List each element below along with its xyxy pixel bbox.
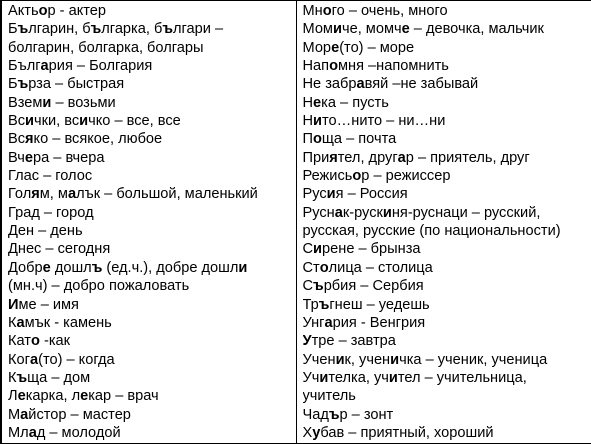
vocab-entry (8, 314, 296, 332)
entry-text: Бълг (8, 58, 41, 75)
stressed-letter: ъ (91, 259, 103, 276)
entry-text: Кат (8, 333, 31, 350)
entry-text: Глас – голос (8, 168, 93, 185)
entry-text: Н (302, 94, 314, 111)
entry-text: Град – город (8, 204, 94, 221)
vocab-entry (303, 94, 591, 112)
entry-text: ра – вчера (32, 149, 105, 166)
stressed-letter: о (319, 259, 329, 276)
entry-text: кар – врач (88, 388, 159, 405)
vocab-entry (8, 75, 296, 93)
entry-text: р – зонт (339, 406, 394, 423)
entry-text: ко – всякое, любое (33, 131, 163, 148)
vocab-entry (8, 57, 296, 75)
entry-text: Нап (302, 58, 330, 75)
entry-text: Ког (8, 351, 30, 368)
entry-text: го – очень, много (331, 3, 448, 19)
stressed-letter: е (42, 259, 51, 276)
entry-text: лица – столица (328, 259, 433, 276)
entry-text: к-руск (342, 204, 383, 221)
entry-text: м, м (39, 186, 68, 203)
entry-text: Русн (302, 204, 335, 221)
vocab-entry (303, 296, 591, 314)
entry-text: дошл (50, 259, 92, 276)
stressed-letter: и (390, 351, 400, 368)
stressed-letter: ъ (17, 76, 29, 93)
entry-text: Ден – день (8, 223, 83, 240)
entry-text: Тр (302, 296, 319, 313)
stressed-letter: а (356, 76, 365, 93)
stressed-letter: а (28, 424, 37, 441)
entry-text: Учен (302, 351, 336, 368)
entry-text: – девочка, мальчик (409, 21, 544, 38)
entry-text: бав – приятный, хороший (320, 424, 494, 441)
stressed-letter: о (30, 333, 40, 350)
stressed-letter: о (352, 168, 362, 185)
entry-text: то…нито – ни…ни (322, 113, 446, 130)
entry-text: тел – учительница, (397, 369, 527, 386)
entry-text: Мор (302, 39, 332, 56)
stressed-letter: о (38, 3, 48, 19)
vocab-entry (8, 240, 296, 258)
entry-text: -как (39, 333, 71, 350)
entry-text: К (8, 314, 17, 331)
entry-text: рбия – Сербия (323, 278, 424, 295)
entry-text: к, учен (344, 351, 391, 368)
vocab-entry (8, 351, 296, 369)
stressed-letter: о (322, 3, 332, 19)
stressed-letter: е (24, 149, 33, 166)
vocab-entry (303, 112, 591, 130)
stressed-letter: И (8, 296, 19, 313)
stressed-letter: а (334, 204, 343, 221)
entry-text: Уч (302, 369, 320, 386)
entry-text: П (302, 131, 313, 148)
stressed-letter: и (79, 113, 89, 130)
stressed-letter: я (31, 186, 40, 203)
entry-text: Рус (302, 186, 327, 203)
vocab-entry (303, 332, 591, 350)
left-word-list (8, 2, 296, 442)
entry-text: тре – завтра (311, 333, 396, 350)
stressed-letter: а (29, 351, 39, 368)
right-word-list (303, 2, 591, 442)
entry-text: М (8, 406, 21, 423)
entry-text: телка, уч (328, 369, 389, 386)
entry-text: болгарин, болгарка, болгары (8, 39, 204, 56)
stressed-letter: и (335, 351, 345, 368)
vocab-entry (303, 149, 591, 167)
vocab-entry (303, 204, 591, 222)
right-column (296, 1, 591, 444)
entry-text: (то) – море (339, 39, 415, 56)
entry-text: Днес – сегодня (8, 241, 111, 258)
entry-text: р - актер (47, 3, 107, 19)
entry-text: ня-руснаци – русский, (391, 204, 541, 221)
left-column (1, 1, 296, 444)
stressed-letter: и (238, 259, 248, 276)
stressed-letter: ъ (162, 21, 173, 38)
entry-text: че, момч (341, 21, 402, 38)
stressed-letter: е (80, 388, 89, 405)
entry-text: лгарка, б (101, 21, 163, 38)
entry-text: йстор – мастер (28, 406, 131, 423)
stressed-letter: я (25, 131, 34, 148)
vocab-entry (8, 332, 296, 350)
stressed-letter: я (329, 149, 338, 166)
vocab-entry (303, 406, 591, 424)
vocab-entry (8, 167, 296, 185)
entry-text: р – приятель, друг (405, 149, 530, 166)
vocab-entry (8, 112, 296, 130)
entry-text: Л (8, 388, 18, 405)
entry-text: ща – почта (321, 131, 397, 148)
stressed-letter: о (329, 58, 338, 75)
vocab-entry (303, 130, 591, 148)
vocab-entry (303, 424, 591, 442)
entry-text: С (302, 278, 314, 295)
vocab-entry (8, 222, 296, 240)
entry-text: мня –напомнить (337, 58, 449, 75)
stressed-letter: а (16, 314, 25, 331)
entry-text: ме – имя (18, 296, 79, 313)
entry-text: тел, друг (337, 149, 398, 166)
entry-text: Н (302, 113, 314, 130)
vocab-entry (303, 259, 591, 277)
vocab-entry (8, 277, 296, 295)
vocab-entry (303, 387, 591, 405)
vocab-entry (303, 75, 591, 93)
vocab-entry (8, 20, 296, 38)
stressed-letter: о (313, 131, 322, 148)
entry-text: Гол (8, 186, 32, 203)
vocab-entry (8, 369, 296, 387)
entry-text: Х (302, 424, 313, 441)
entry-text: Вч (8, 149, 25, 166)
entry-text: рене – брынза (322, 241, 421, 258)
entry-text: К (8, 369, 17, 386)
stressed-letter: а (40, 58, 49, 75)
entry-text: Вс (8, 113, 26, 130)
entry-text: русская, русские (по национальности) (302, 223, 561, 240)
stressed-letter: ъ (313, 278, 324, 295)
entry-text: чко – все, всe (88, 113, 181, 130)
entry-text: р – режиссер (361, 168, 451, 185)
stressed-letter: ъ (90, 21, 102, 38)
stressed-letter: и (319, 369, 329, 386)
stressed-letter: е (331, 39, 340, 56)
vocab-entry (303, 240, 591, 258)
entry-text: Мл (8, 424, 29, 441)
entry-text: – возьми (51, 94, 116, 111)
stressed-letter: а (397, 149, 406, 166)
entry-text: Не забр (302, 76, 357, 93)
stressed-letter: и (42, 94, 52, 111)
entry-text: Вс (8, 131, 26, 148)
entry-text: ка – пусть (321, 94, 389, 111)
entry-text: Взем (8, 94, 43, 111)
entry-text: карка, л (25, 388, 81, 405)
stressed-letter: ъ (328, 406, 340, 423)
stressed-letter: и (332, 21, 342, 38)
vocab-entry (8, 204, 296, 222)
entry-text: мък - камень (24, 314, 112, 331)
vocab-entry (8, 94, 296, 112)
stressed-letter: и (388, 369, 398, 386)
stressed-letter: е (313, 94, 322, 111)
stressed-letter: и (313, 113, 323, 130)
entry-text: вяй –не забывай (364, 76, 479, 93)
entry-text: (ед.ч.), добре дошл (102, 259, 239, 276)
table-row (1, 1, 591, 444)
stressed-letter: и (313, 241, 323, 258)
stressed-letter: и (382, 204, 392, 221)
entry-text: ща – дом (27, 369, 91, 386)
stressed-letter: и (25, 113, 35, 130)
entry-text: С (302, 241, 314, 258)
entry-text: чка – ученик, ученица (399, 351, 548, 368)
entry-text: гнеш – уедешь (329, 296, 430, 313)
entry-text: учитель (302, 388, 356, 405)
stressed-letter: а (20, 406, 29, 423)
entry-text: я – Россия (335, 186, 408, 203)
vocab-entry (8, 424, 296, 442)
entry-text: д – молодой (36, 424, 121, 441)
vocab-entry (8, 185, 296, 203)
vocab-entry (303, 314, 591, 332)
vocab-entry (303, 39, 591, 57)
entry-text: рия - Венгрия (332, 314, 426, 331)
vocab-entry (8, 149, 296, 167)
stressed-letter: а (67, 186, 77, 203)
entry-text: лгари – (172, 21, 224, 38)
entry-text: Б (8, 76, 18, 93)
entry-text: Ст (302, 259, 320, 276)
entry-text: Б (8, 21, 18, 38)
entry-text: Акть (8, 3, 39, 19)
stressed-letter: е (17, 388, 26, 405)
vocab-entry (303, 57, 591, 75)
vocab-entry (303, 369, 591, 387)
entry-text: чки, вс (34, 113, 80, 130)
entry-text: Унг (302, 314, 325, 331)
stressed-letter: ъ (318, 296, 330, 313)
entry-text: Режись (302, 168, 353, 185)
entry-text: При (302, 149, 330, 166)
vocab-entry (303, 2, 591, 20)
stressed-letter: У (302, 333, 312, 350)
entry-text: Чад (302, 406, 329, 423)
vocab-entry (303, 277, 591, 295)
vocab-entry (8, 39, 296, 57)
vocab-entry (303, 20, 591, 38)
vocab-entry (8, 406, 296, 424)
stressed-letter: ъ (17, 21, 29, 38)
entry-text: Добр (8, 259, 43, 276)
entry-text: Мн (302, 3, 323, 19)
entry-text: Мом (302, 21, 333, 38)
entry-text: лгарин, б (28, 21, 91, 38)
vocab-entry (8, 296, 296, 314)
stressed-letter: и (326, 186, 336, 203)
vocab-entry (303, 167, 591, 185)
vocab-entry (303, 185, 591, 203)
entry-text: (то) – когда (38, 351, 115, 368)
entry-text: (мн.ч) – добро пожаловать (8, 278, 190, 295)
vocab-entry (8, 259, 296, 277)
vocab-entry (303, 222, 591, 240)
stressed-letter: ъ (16, 369, 28, 386)
vocab-entry (8, 2, 296, 20)
vocab-entry (303, 351, 591, 369)
entry-text: лък – большой, маленький (76, 186, 258, 203)
stressed-letter: у (312, 424, 321, 441)
vocab-entry (8, 387, 296, 405)
stressed-letter: е (401, 21, 410, 38)
entry-text: рза – быстрая (28, 76, 125, 93)
stressed-letter: а (324, 314, 333, 331)
vocab-entry (8, 130, 296, 148)
entry-text: рия – Болгария (48, 58, 153, 75)
